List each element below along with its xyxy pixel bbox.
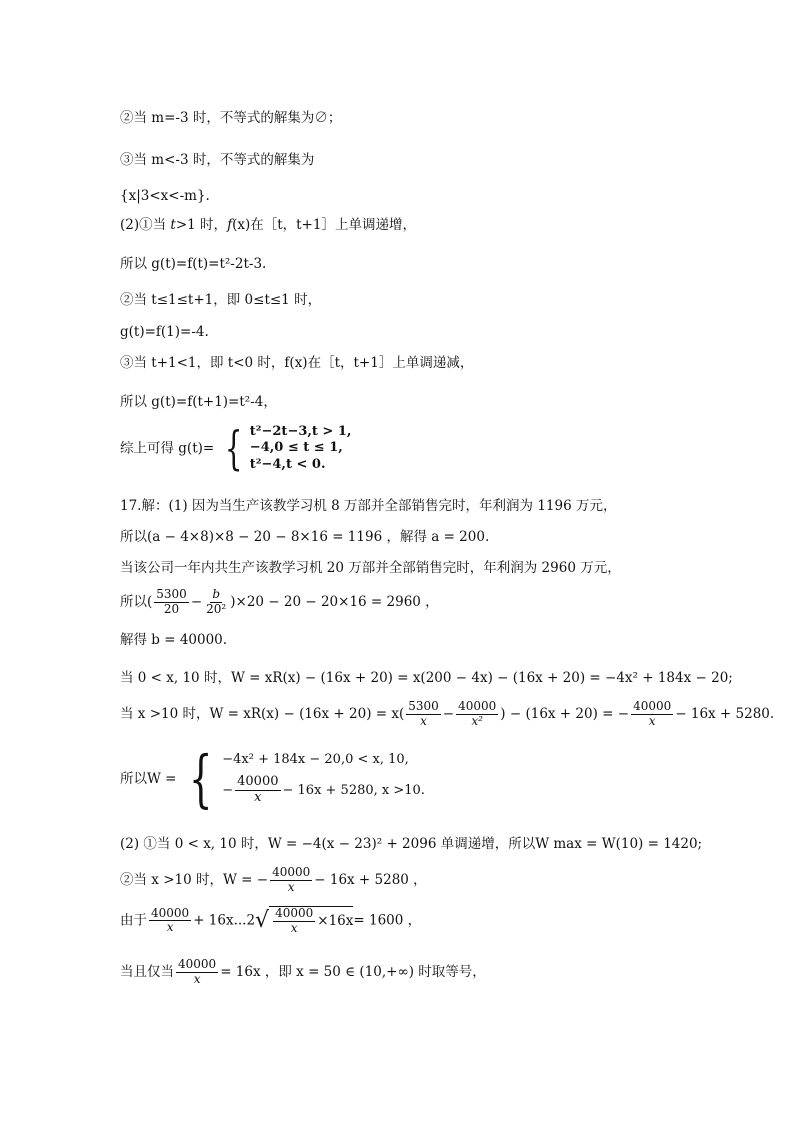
case-line: t²−4,t < 0. (249, 456, 326, 472)
text: 综上可得 g(t)= (120, 440, 215, 457)
fraction (204, 588, 228, 617)
denominator: x (290, 920, 298, 935)
piecewise-g (219, 421, 352, 476)
w-case-low: 当 0 < x, 10 时，W = xR(x) − (16x + 20) = x(200 − 4x) − (16x + 20) = −4x² + 184x − 20; (120, 670, 733, 686)
text: 所以W = (120, 770, 177, 787)
numerator: b (212, 587, 221, 601)
numerator: 40000 (272, 865, 311, 879)
text: ×16x (317, 913, 354, 930)
case-m-lt-neg3: ③当 m<-3 时，不等式的解集为 (120, 152, 315, 168)
left-brace: { (188, 742, 213, 815)
text: − (222, 782, 234, 798)
w-piecewise (120, 742, 425, 815)
radicand (269, 906, 353, 936)
numerator: 40000 (178, 957, 217, 971)
fraction (456, 700, 498, 729)
case-line: −4,0 ≤ t ≤ 1, (249, 440, 343, 456)
var-f: f (227, 217, 233, 233)
numerator: 40000 (458, 699, 497, 713)
radical-sign: √ (255, 907, 270, 933)
w-case-high (120, 700, 774, 729)
text: = 16x ，即 x = 50 ∈ (10,+∞) 时取等号， (220, 963, 486, 980)
am-gm-inequality (120, 906, 421, 936)
part2-w-high (120, 866, 427, 895)
g-t-case2: g(t)=f(1)=-4. (120, 324, 209, 340)
text: − 16x + 5280. (675, 705, 775, 722)
denominator: x (166, 920, 174, 935)
text: )×20 − 20 − 20×16 = 2960 ， (230, 593, 439, 610)
text: 所以( (120, 593, 153, 610)
solution-set: {x|3<x<-m}. (120, 188, 210, 204)
case-lines (250, 424, 352, 473)
fraction (631, 700, 673, 729)
text: >1 时， (175, 217, 228, 233)
piecewise-w (181, 742, 425, 815)
denominator: 20 (163, 601, 180, 616)
text: − (442, 705, 455, 722)
solve-b: 解得 b = 40000. (120, 632, 228, 648)
numerator: 5300 (156, 587, 187, 601)
q17-intro: 17.解：(1) 因为当生产该教学习机 8 万部并全部销售完时，年利润为 1196 万元， (120, 498, 617, 514)
text: ) − (16x + 20) = − (500, 705, 630, 722)
case-line: t²−2t−3,t > 1, (249, 424, 352, 439)
text: 当 x >10 时，W = xR(x) − (16x + 20) = x( (120, 705, 405, 722)
numerator: 5300 (408, 699, 439, 713)
denominator: x² (471, 713, 483, 728)
numerator: 40000 (151, 905, 190, 920)
case-line: −4x² + 184x − 20,0 < x, 10, (222, 752, 409, 768)
part2-w-low: (2) ①当 0 < x, 10 时，W = −4(x − 23)² + 2096 单调递增，所以W max = W(10) = 1420; (120, 836, 703, 852)
text: (x)在［t，t+1］上单调递增， (232, 217, 416, 233)
part2-case3: ③当 t+1<1，即 t<0 时，f(x)在［t，t+1］上单调递减， (120, 355, 474, 371)
case-m-eq-neg3: ②当 m=-3 时，不等式的解集为∅； (120, 110, 342, 126)
fraction (235, 775, 280, 806)
q17-intro-2: 当该公司一年内共生产该教学习机 20 万部并全部销售完时，年利润为 2960 万元， (120, 560, 621, 576)
case-line (222, 775, 425, 806)
part2-case1 (120, 217, 416, 233)
case-lines (222, 752, 425, 805)
g-t-summary (120, 421, 352, 476)
denominator: x (287, 879, 295, 894)
g-t-case3: 所以 g(t)=f(t+1)=t²-4， (120, 394, 277, 410)
text: + 16x...2 (193, 912, 256, 929)
text: − (190, 593, 203, 610)
denominator: x (420, 713, 427, 728)
g-t-case1: 所以 g(t)=f(t)=t²-2t-3. (120, 256, 267, 272)
part2-case2: ②当 t≤1≤t+1，即 0≤t≤1 时， (120, 292, 322, 308)
square-root (255, 906, 353, 936)
text: − 16x + 5280 ， (314, 871, 427, 888)
text: 由于 (120, 912, 147, 929)
fraction (176, 958, 218, 987)
denominator: 20² (206, 601, 227, 616)
denominator: x (193, 971, 201, 986)
fraction (273, 907, 315, 936)
fraction (154, 588, 189, 617)
q17-equation-b (120, 588, 439, 617)
var-t: t (170, 217, 176, 233)
left-brace: { (224, 421, 242, 476)
fraction (406, 700, 441, 729)
text: 当且仅当 (120, 963, 174, 980)
text: (2)①当 (120, 217, 171, 233)
text: − 16x + 5280, x >10. (282, 782, 425, 798)
denominator: x (254, 789, 262, 805)
numerator: 40000 (633, 699, 672, 713)
text: = 1600 ， (353, 912, 422, 929)
q17-equation-a: 所以(a − 4×8)×8 − 20 − 8×16 = 1196 ，解得 a = 200. (120, 529, 490, 545)
denominator: x (648, 713, 656, 728)
text: ②当 x >10 时，W = − (120, 871, 269, 888)
numerator: 40000 (237, 773, 279, 789)
numerator: 40000 (275, 906, 314, 920)
fraction (270, 866, 312, 895)
equality-condition (120, 958, 486, 987)
fraction (149, 907, 191, 936)
